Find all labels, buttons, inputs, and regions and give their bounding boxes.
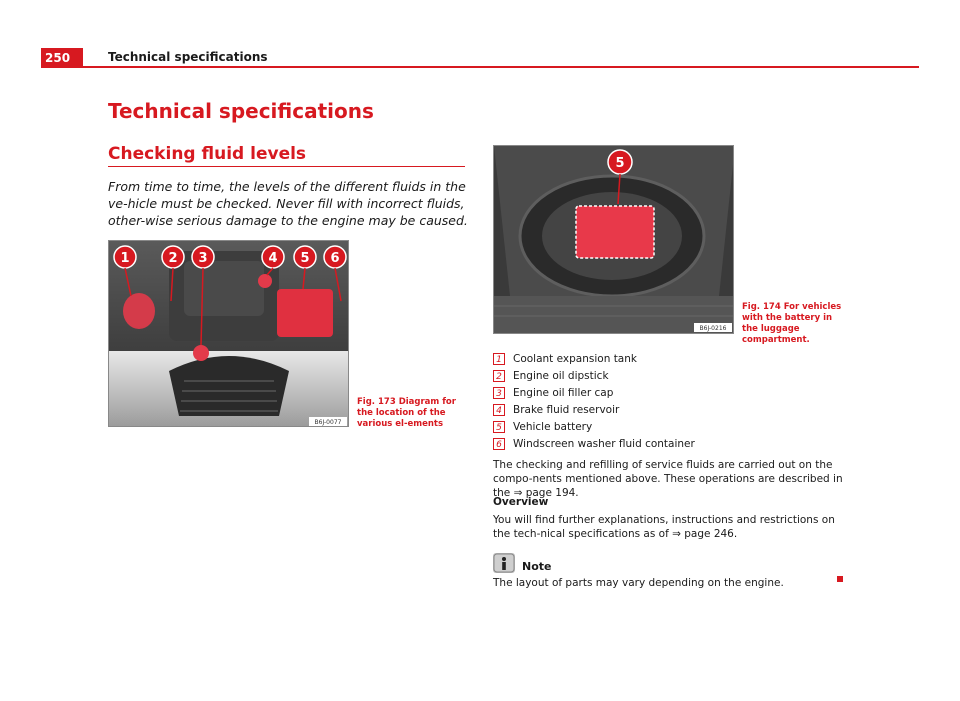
note-label: Note: [522, 560, 552, 573]
subsection-rule: [108, 166, 465, 167]
list-item: [493, 418, 853, 435]
battery-shape: [277, 289, 333, 337]
item-label: Windscreen washer fluid container: [513, 437, 695, 450]
item-label: Coolant expansion tank: [513, 352, 637, 365]
item-number: 2: [493, 370, 505, 382]
boot-battery-shape: [576, 206, 654, 258]
overview-paragraph: You will find further explanations, instructions and restrictions on the tech-nical specifications as of ⇒ page 246.: [493, 514, 835, 540]
overview-heading: Overview: [493, 496, 549, 508]
item-label: Engine oil filler cap: [513, 386, 614, 399]
item-number: 3: [493, 387, 505, 399]
callout-4: 4: [268, 251, 278, 266]
callout-2: 2: [168, 251, 178, 266]
image-code-174: B6J-0216: [699, 325, 727, 332]
note-icon: [493, 553, 515, 573]
end-of-section-marker: [837, 576, 843, 582]
item-number: 5: [493, 421, 505, 433]
page-number: 250: [41, 48, 83, 68]
list-item: [493, 435, 853, 452]
callout-1: 1: [120, 251, 130, 266]
list-item: [493, 350, 853, 367]
list-item: [493, 367, 853, 384]
engine-bay-figure: [108, 240, 349, 427]
oil-filler-cap-shape: [193, 345, 209, 361]
figure-173-caption: Fig. 173 Diagram for the location of the various el-ements: [357, 397, 456, 429]
subsection-title: Checking fluid levels: [108, 144, 307, 164]
callout-5-boot: 5: [615, 156, 625, 171]
callout-5: 5: [300, 251, 310, 266]
callout-3: 3: [198, 251, 208, 266]
item-label: Vehicle battery: [513, 420, 593, 433]
component-list: [493, 350, 853, 452]
image-code-173: B6J-0077: [314, 419, 342, 426]
service-paragraph: The checking and refilling of service fluids are carried out on the compo-nents mentioned above. These operations are described in the ⇒ page 194.: [493, 459, 843, 499]
list-item: [493, 384, 853, 401]
intro-text: From time to time, the levels of the different fluids in the ve-hicle must be checked. Never fill with incorrect fluids, other-wise serious damage to the engine may be caused.: [108, 179, 468, 228]
luggage-compartment-figure: [493, 145, 734, 334]
item-number: 6: [493, 438, 505, 450]
note-text: The layout of parts may vary depending on the engine.: [493, 577, 784, 589]
running-title: Technical specifications: [108, 50, 268, 64]
callout-6: 6: [330, 251, 340, 266]
header-rule: [83, 66, 919, 68]
item-number: 1: [493, 353, 505, 365]
coolant-tank-shape: [123, 293, 155, 329]
item-label: Brake fluid reservoir: [513, 403, 620, 416]
figure-174-caption: Fig. 174 For vehicles with the battery in the luggage compartment.: [742, 302, 842, 345]
list-item: [493, 401, 853, 418]
section-title: Technical specifications: [108, 99, 374, 123]
item-label: Engine oil dipstick: [513, 369, 609, 382]
item-number: 4: [493, 404, 505, 416]
